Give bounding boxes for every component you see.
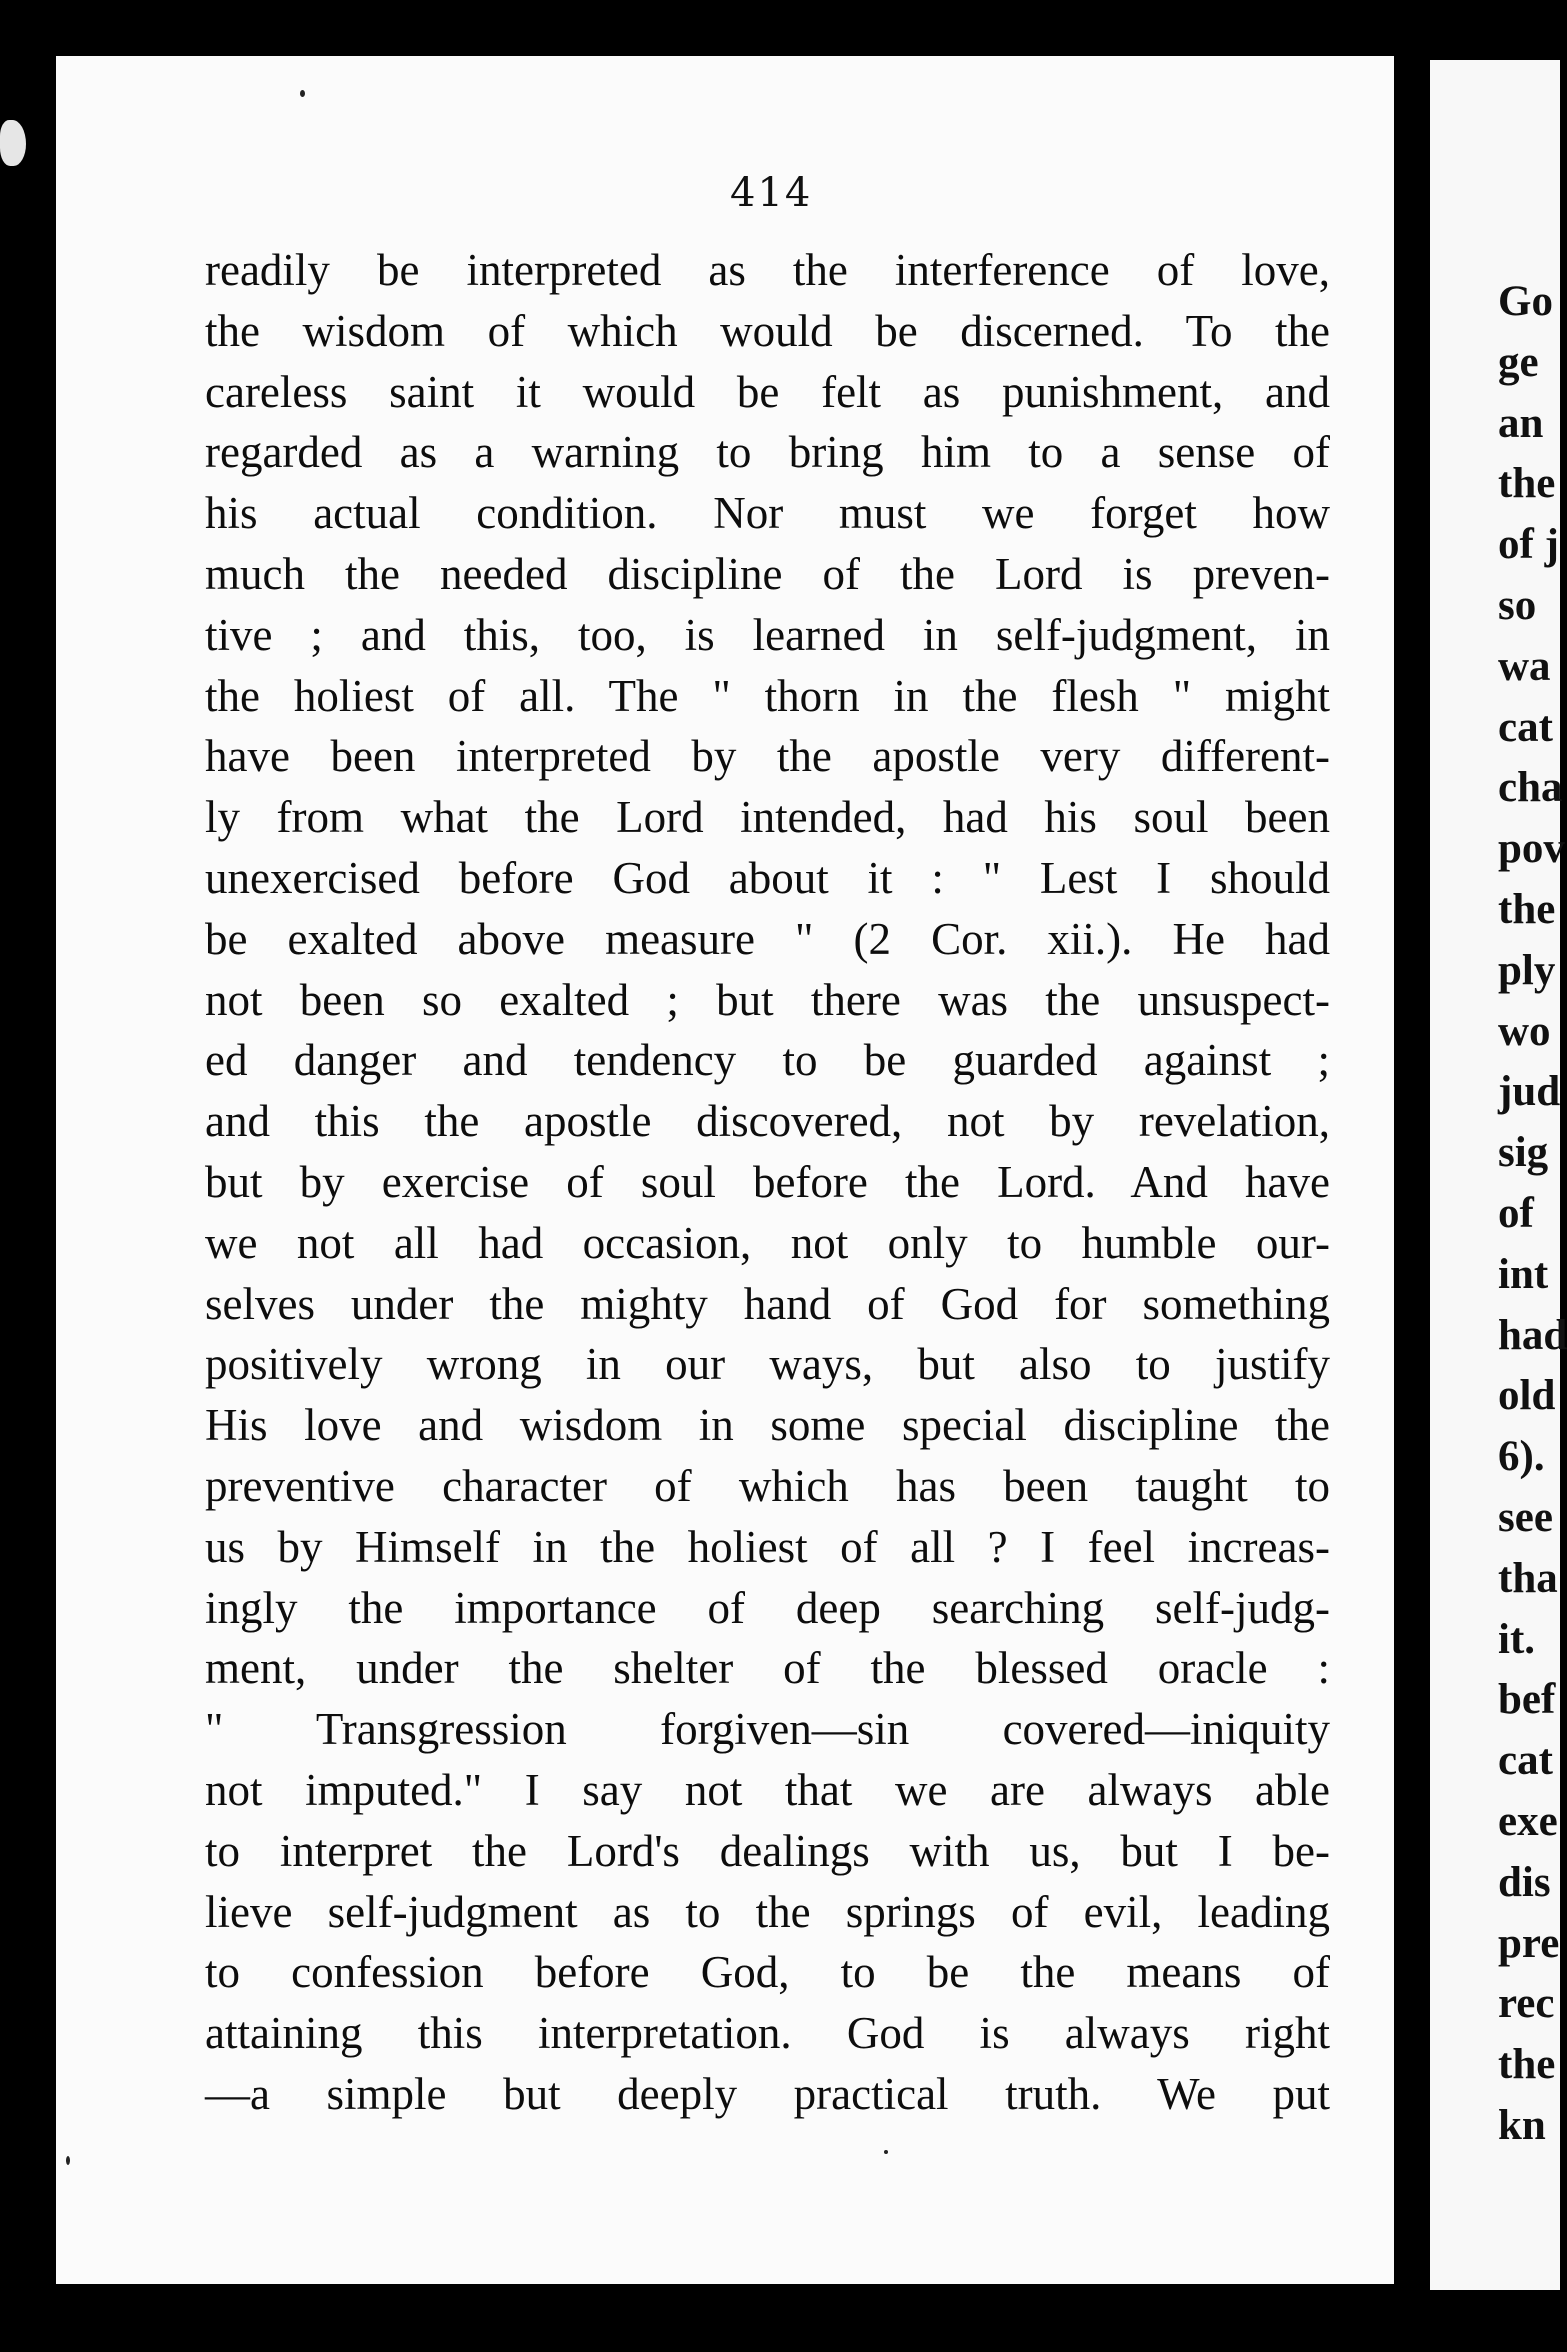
text-line: to interpret the Lord's dealings with us, but I be- xyxy=(205,1825,1330,1876)
facing-line-fragment: of j xyxy=(1498,521,1559,569)
facing-line-fragment: old xyxy=(1498,1372,1556,1420)
text-line: preventive character of which has been taught to xyxy=(205,1460,1330,1511)
ink-speck xyxy=(884,2150,888,2154)
text-line: not been so exalted ; but there was the unsuspect- xyxy=(205,974,1330,1025)
facing-line-fragment: 6). xyxy=(1498,1433,1545,1481)
text-line: lieve self-judgment as to the springs of evil, leading xyxy=(205,1886,1330,1937)
ink-speck xyxy=(66,2156,70,2165)
text-line: unexercised before God about it : " Lest I should xyxy=(205,852,1330,903)
facing-line-fragment: the xyxy=(1498,885,1556,933)
text-line: ment, under the shelter of the blessed oracle : xyxy=(205,1643,1330,1694)
body-text xyxy=(205,240,1330,2125)
text-line: to confession before God, to be the means of xyxy=(205,1947,1330,1998)
facing-line-fragment: the xyxy=(1498,460,1556,508)
ink-speck xyxy=(300,90,305,97)
facing-line-fragment: Go xyxy=(1498,278,1553,325)
text-line: we not all had occasion, not only to humble our- xyxy=(205,1217,1330,1268)
facing-line-fragment: so xyxy=(1498,581,1537,629)
facing-line-fragment: an xyxy=(1498,399,1544,447)
text-line: the holiest of all. The " thorn in the flesh " might xyxy=(205,670,1330,721)
facing-line-fragment: sig xyxy=(1498,1129,1549,1177)
facing-line-fragment: wa xyxy=(1498,642,1551,690)
facing-line-fragment: cat xyxy=(1498,703,1553,751)
facing-line-fragment: kn xyxy=(1498,2101,1546,2149)
text-line: ly from what the Lord intended, had his soul been xyxy=(205,792,1330,843)
facing-line-fragment: see xyxy=(1498,1493,1553,1541)
facing-line-fragment: jud xyxy=(1498,1068,1561,1116)
text-line: and this the apostle discovered, not by revelation, xyxy=(205,1096,1330,1147)
text-line: ingly the importance of deep searching self-judg- xyxy=(205,1582,1330,1633)
text-line: his actual condition. Nor must we forget how xyxy=(205,488,1330,539)
facing-line-fragment: ply xyxy=(1498,946,1556,994)
text-line: the wisdom of which would be discerned. To the xyxy=(205,305,1330,356)
text-line: positively wrong in our ways, but also to justify xyxy=(205,1339,1330,1390)
facing-line-fragment: it. xyxy=(1498,1615,1536,1663)
facing-line-fragment: tha xyxy=(1498,1554,1558,1602)
facing-page-text xyxy=(1498,272,1567,2157)
text-line: readily be interpreted as the interference of love, xyxy=(205,245,1330,295)
facing-line-fragment: cha xyxy=(1498,764,1563,812)
edge-blemish xyxy=(0,120,26,166)
facing-line-fragment: pre xyxy=(1498,1919,1560,1967)
text-line: selves under the mighty hand of God for something xyxy=(205,1278,1330,1329)
facing-line-fragment: had xyxy=(1498,1311,1567,1359)
facing-line-fragment: of xyxy=(1498,1189,1534,1237)
text-line: but by exercise of soul before the Lord. And have xyxy=(205,1156,1330,1207)
facing-line-fragment: ge xyxy=(1498,338,1539,386)
text-line: His love and wisdom in some special discipline the xyxy=(205,1400,1330,1451)
text-line: ed danger and tendency to be guarded against ; xyxy=(205,1035,1330,1086)
facing-line-fragment: rec xyxy=(1498,1980,1555,2028)
facing-line-fragment: dis xyxy=(1498,1858,1551,1906)
text-line: regarded as a warning to bring him to a sense of xyxy=(205,427,1330,478)
facing-line-fragment: bef xyxy=(1498,1676,1556,1724)
text-line: not imputed." I say not that we are always able xyxy=(205,1764,1330,1815)
text-line: have been interpreted by the apostle very different- xyxy=(205,731,1330,782)
text-line: be exalted above measure " (2 Cor. xii.). He had xyxy=(205,913,1330,964)
text-line: " Transgression forgiven—sin covered—iniquity xyxy=(205,1704,1330,1755)
text-line: much the needed discipline of the Lord is preven- xyxy=(205,548,1330,599)
text-line: tive ; and this, too, is learned in self-judgment, in xyxy=(205,609,1330,660)
facing-line-fragment: exe xyxy=(1498,1797,1558,1845)
text-line: —a simple but deeply practical truth. We put xyxy=(205,2068,1330,2119)
facing-line-fragment: cat xyxy=(1498,1737,1553,1785)
facing-line-fragment: the xyxy=(1498,2041,1556,2089)
page-number: 414 xyxy=(730,170,813,216)
text-line: attaining this interpretation. God is always right xyxy=(205,2008,1330,2059)
text-line: us by Himself in the holiest of all ? I feel increas- xyxy=(205,1521,1330,1572)
facing-line-fragment: int xyxy=(1498,1250,1549,1298)
facing-line-fragment: pov xyxy=(1498,825,1565,873)
text-line: careless saint it would be felt as punishment, and xyxy=(205,366,1330,417)
facing-line-fragment: wo xyxy=(1498,1007,1551,1055)
